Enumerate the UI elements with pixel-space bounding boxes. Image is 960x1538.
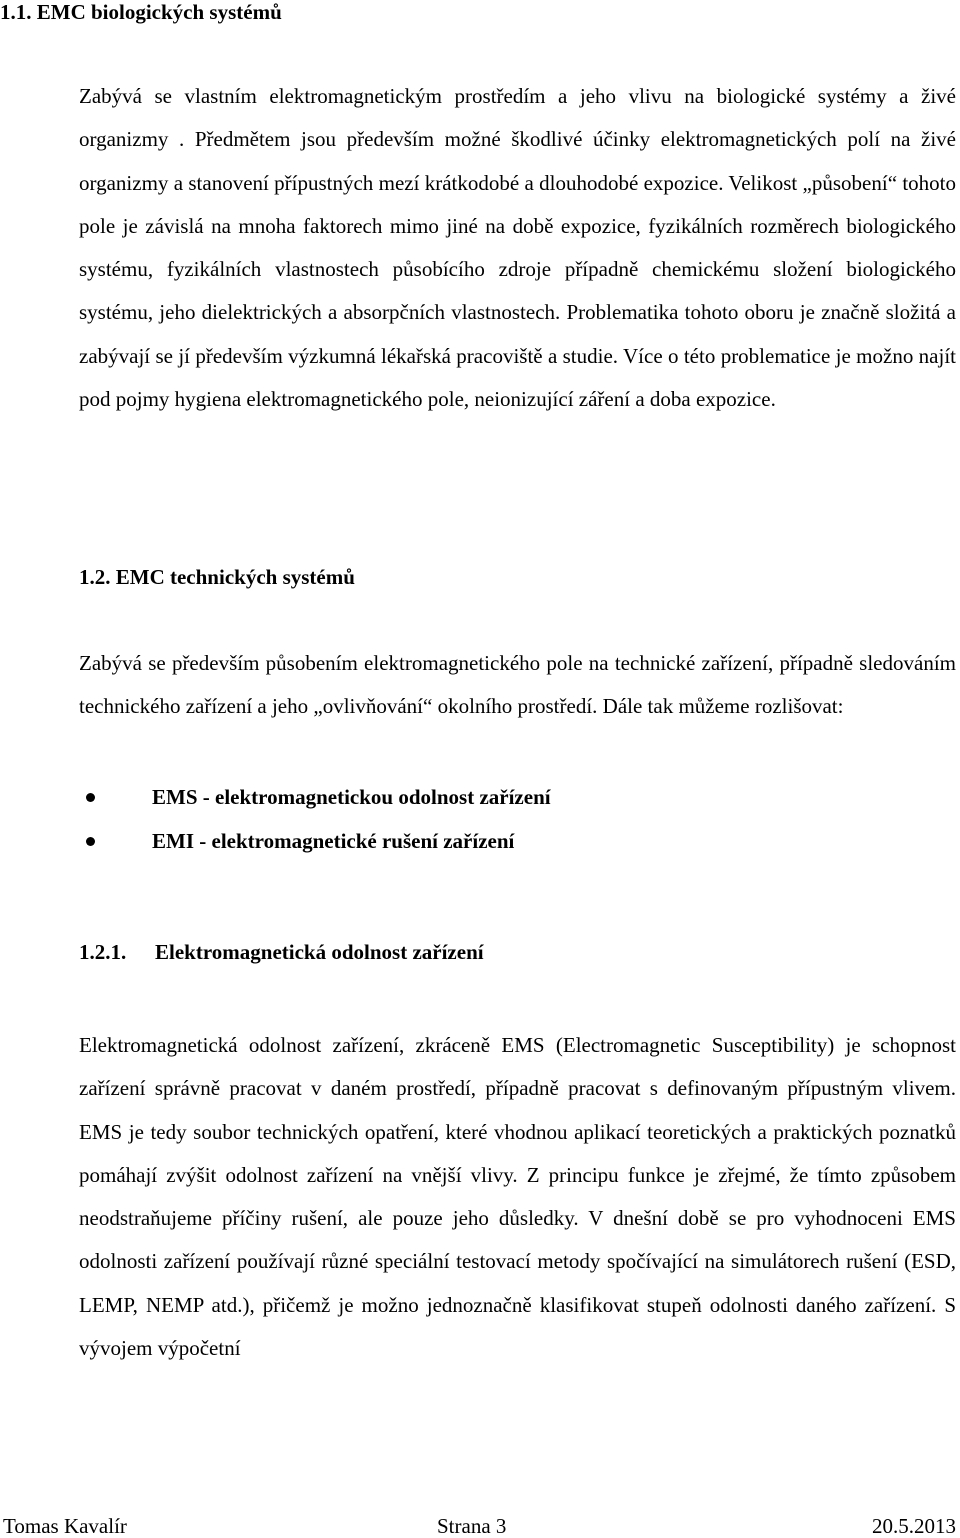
section-1-2-paragraph: Zabývá se především působením elektromagnetického pole na technické zařízení, případně sledováním technického zařízení a jeho „ovlivňování“ okolního prostředí. Dále tak můžeme rozlišovat:: [79, 651, 956, 719]
section-title: Elektromagnetická odolnost zařízení: [155, 940, 484, 964]
section-number: 1.2.1.: [79, 940, 127, 964]
footer-author: Tomas Kavalír: [3, 1514, 127, 1538]
section-heading-1-1: 1.1. EMC biologických systémů: [0, 0, 282, 24]
section-1-2-1-paragraph: Elektromagnetická odolnost zařízení, zkráceně EMS (Electromagnetic Susceptibility) je schopnost zařízení správně pracovat v daném prostředí, případně pracovat s definovaným přípustným vlivem. EMS je tedy soubor technických opatření, které vhodnou aplikací teoretických a praktických poznatků pomáhají zvýšit odolnost zařízení na vnější vlivy. Z principu funkce je zřejmé, že tímto způsobem neodstraňujeme příčiny rušení, ale pouze jeho důsledky. V dnešní době se pro vyhodnoceni EMS odolnosti zařízení používají různé speciální testovací metody spočívající na simulátorech rušení (ESD, LEMP, NEMP atd.), přičemž je možno jednoznačně klasifikovat stupeň odolnosti daného zařízení. S vývojem výpočetní: [79, 1033, 956, 1361]
footer-date: 20.5.2013: [872, 1514, 956, 1538]
bullet-icon: [86, 837, 95, 846]
section-heading-1-2: 1.2. EMC technických systémů: [79, 565, 355, 589]
page-footer: [0, 1515, 960, 1537]
section-heading-1-2-1: [79, 940, 484, 964]
section-1-1-paragraph: Zabývá se vlastním elektromagnetickým prostředím a jeho vlivu na biologické systémy a živé organizmy . Předmětem jsou především možné škodlivé účinky elektromagnetických polí na živé organizmy a stanovení přípustných mezí krátkodobé a dlouhodobé expozice. Velikost „působení“ tohoto pole je závislá na mnoha faktorech mimo jiné na době expozice, fyzikálních rozměrech biologického systému, fyzikálních vlastnostech působícího zdroje případně chemickému složení biologického systému, jeho dielektrických a absorpčních vlastnostech. Problematika tohoto oboru je značně složitá a zabývají se jí především výzkumná lékařská pracoviště a studie. Více o této problematice je možno najít pod pojmy hygiena elektromagnetického pole, neionizující záření a doba expozice.: [79, 84, 956, 412]
bullet-text: EMI - elektromagnetické rušení zařízení: [152, 829, 515, 853]
footer-page-number: Strana 3: [437, 1514, 507, 1538]
bullet-text: EMS - elektromagnetickou odolnost zařízení: [152, 785, 551, 809]
bullet-icon: [86, 793, 95, 802]
